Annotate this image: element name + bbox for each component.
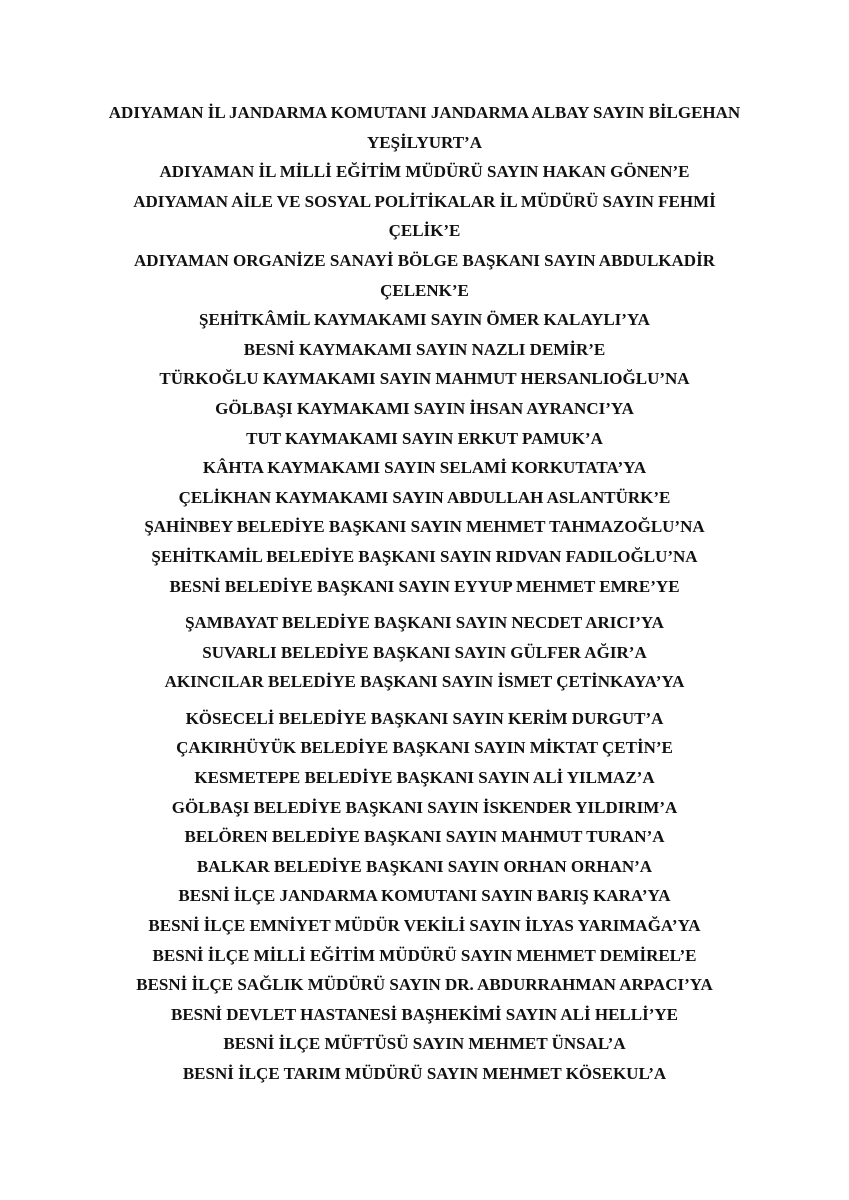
recipient-line: KÂHTA KAYMAKAMI SAYIN SELAMİ KORKUTATA’YA <box>202 458 647 478</box>
recipient-line: ADIYAMAN AİLE VE SOSYAL POLİTİKALAR İL MÜDÜRÜ SAYIN FEHMİ <box>133 191 716 211</box>
recipient-line: ADIYAMAN İL MİLLİ EĞİTİM MÜDÜRÜ SAYIN HAKAN GÖNEN’E <box>159 162 690 182</box>
recipient-line: AKINCILAR BELEDİYE BAŞKANI SAYIN İSMET ÇETİNKAYA’YA <box>164 672 685 692</box>
recipient-line: GÖLBAŞI KAYMAKAMI SAYIN İHSAN AYRANCI’YA <box>215 398 634 418</box>
recipient-line: BELÖREN BELEDİYE BAŞKANI SAYIN MAHMUT TURAN’A <box>184 827 665 847</box>
recipient-line: BESNİ İLÇE MÜFTÜSÜ SAYIN MEHMET ÜNSAL’A <box>223 1034 626 1054</box>
recipient-line: ÇELİKHAN KAYMAKAMI SAYIN ABDULLAH ASLANTÜRK’E <box>178 487 671 507</box>
recipient-line: ÇAKIRHÜYÜK BELEDİYE BAŞKANI SAYIN MİKTAT ÇETİN’E <box>176 738 673 758</box>
recipient-line: BESNİ İLÇE EMNİYET MÜDÜR VEKİLİ SAYIN İLYAS YARIMAĞA’YA <box>148 916 701 936</box>
recipient-line: BESNİ İLÇE MİLLİ EĞİTİM MÜDÜRÜ SAYIN MEHMET DEMİREL’E <box>152 945 697 965</box>
recipient-line: ŞEHİTKAMİL BELEDİYE BAŞKANI SAYIN RIDVAN FADILOĞLU’NA <box>151 546 698 566</box>
recipient-line: ÇELENK’E <box>380 280 469 300</box>
recipient-line: BALKAR BELEDİYE BAŞKANI SAYIN ORHAN ORHAN’A <box>196 856 653 876</box>
recipient-line: ADIYAMAN ORGANİZE SANAYİ BÖLGE BAŞKANI SAYIN ABDULKADİR <box>134 250 715 270</box>
recipient-line: BESNİ İLÇE TARIM MÜDÜRÜ SAYIN MEHMET KÖSEKUL’A <box>182 1064 667 1083</box>
recipient-line: BESNİ BELEDİYE BAŞKANI SAYIN EYYUP MEHMET EMRE’YE <box>169 576 680 596</box>
recipient-line: BESNİ DEVLET HASTANESİ BAŞHEKİMİ SAYIN ALİ HELLİ’YE <box>170 1004 679 1024</box>
recipient-line: KÖSECELİ BELEDİYE BAŞKANI SAYIN KERİM DURGUT’A <box>185 708 664 728</box>
recipient-line: ADIYAMAN İL JANDARMA KOMUTANI JANDARMA ALBAY SAYIN BİLGEHAN <box>108 103 741 122</box>
recipient-line: BESNİ KAYMAKAMI SAYIN NAZLI DEMİR’E <box>243 339 606 359</box>
recipient-line: TÜRKOĞLU KAYMAKAMI SAYIN MAHMUT HERSANLIOĞLU’NA <box>159 369 690 389</box>
recipient-line: ŞAHİNBEY BELEDİYE BAŞKANI SAYIN MEHMET TAHMAZOĞLU’NA <box>144 517 705 537</box>
recipient-line: ŞAMBAYAT BELEDİYE BAŞKANI SAYIN NECDET ARICI’YA <box>185 613 664 633</box>
recipient-line: BESNİ İLÇE JANDARMA KOMUTANI SAYIN BARIŞ KARA’YA <box>178 886 671 906</box>
recipient-line: ŞEHİTKÂMİL KAYMAKAMI SAYIN ÖMER KALAYLI’YA <box>199 310 650 330</box>
recipient-line: ÇELİK’E <box>388 221 461 241</box>
recipient-line: TUT KAYMAKAMI SAYIN ERKUT PAMUK’A <box>246 428 603 448</box>
recipient-line: YEŞİLYURT’A <box>367 132 482 152</box>
recipient-line: GÖLBAŞI BELEDİYE BAŞKANI SAYIN İSKENDER YILDIRIM’A <box>171 797 678 817</box>
recipient-line: KESMETEPE BELEDİYE BAŞKANI SAYIN ALİ YILMAZ’A <box>194 768 655 788</box>
recipient-line: SUVARLI BELEDİYE BAŞKANI SAYIN GÜLFER AĞIR’A <box>202 642 647 662</box>
recipient-line: BESNİ İLÇE SAĞLIK MÜDÜRÜ SAYIN DR. ABDURRAHMAN ARPACI’YA <box>136 975 713 995</box>
recipient-list <box>60 98 789 1089</box>
